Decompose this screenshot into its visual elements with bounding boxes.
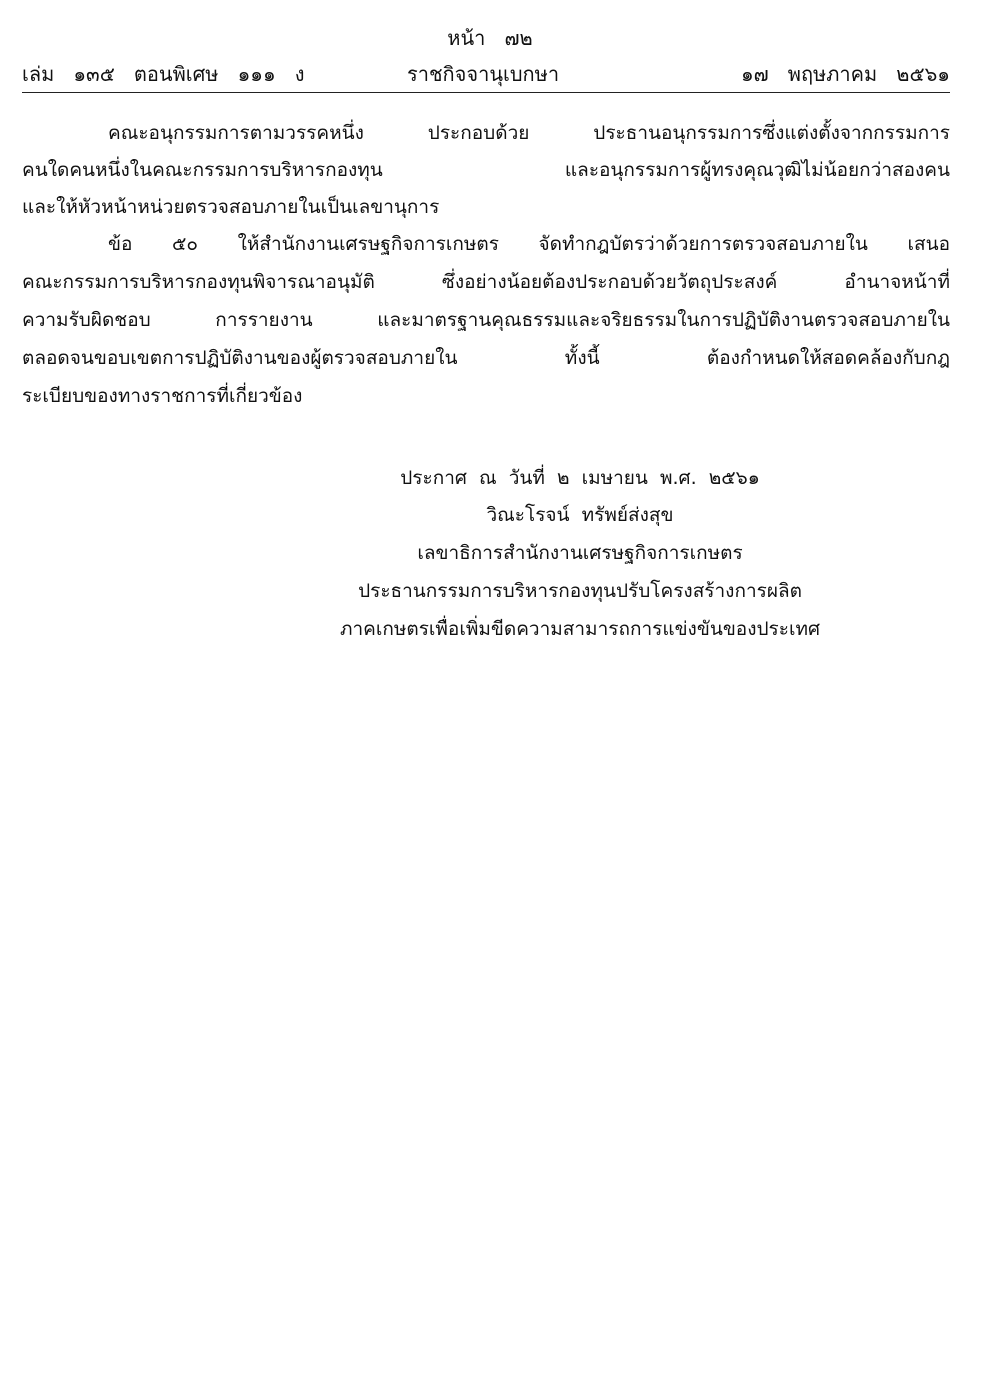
paragraph-line: คณะอนุกรรมการตามวรรคหนึ่ง ประกอบด้วย ประธานอนุกรรมการซึ่งแต่งตั้งจากกรรมการ <box>108 122 950 144</box>
announcement-date: ประกาศ ณ วันที่ ๒ เมษายน พ.ศ. ๒๕๖๑ <box>400 467 760 489</box>
gazette-name: ราชกิจจานุเบกษา <box>407 62 560 86</box>
paragraph-line: คนใดคนหนึ่งในคณะกรรมการบริหารกองทุน และอนุกรรมการผู้ทรงคุณวุฒิไม่น้อยกว่าสองคน <box>22 159 950 181</box>
signer-position: ภาคเกษตรเพื่อเพิ่มขีดความสามารถการแข่งขันของประเทศ <box>339 618 821 640</box>
gazette-header <box>22 58 950 88</box>
paragraph-line: ข้อ ๕๐ ให้สำนักงานเศรษฐกิจการเกษตร จัดทำกฎบัตรว่าด้วยการตรวจสอบภายใน เสนอ <box>108 233 950 255</box>
signer-position: ประธานกรรมการบริหารกองทุนปรับโครงสร้างการผลิต <box>358 580 802 602</box>
paragraph-line: ความรับผิดชอบ การรายงาน และมาตรฐานคุณธรรมและจริยธรรมในการปฏิบัติงานตรวจสอบภายใน <box>22 309 950 331</box>
paragraph-line: ระเบียบของทางราชการที่เกี่ยวข้อง <box>22 385 303 407</box>
signer-name: วิณะโรจน์ ทรัพย์ส่งสุข <box>486 504 674 526</box>
paragraph-line: และให้หัวหน้าหน่วยตรวจสอบภายในเป็นเลขานุการ <box>22 196 440 218</box>
volume-issue: เล่ม ๑๓๕ ตอนพิเศษ ๑๑๑ ง <box>22 62 305 86</box>
header-divider <box>22 92 950 93</box>
page-number: หน้า ๗๒ <box>447 26 533 50</box>
signer-position: เลขาธิการสำนักงานเศรษฐกิจการเกษตร <box>417 542 743 564</box>
paragraph-line: ตลอดจนขอบเขตการปฏิบัติงานของผู้ตรวจสอบภายใน ทั้งนี้ ต้องกำหนดให้สอดคล้องกับกฎ <box>22 347 950 369</box>
paragraph-line: คณะกรรมการบริหารกองทุนพิจารณาอนุมัติ ซึ่งอย่างน้อยต้องประกอบด้วยวัตถุประสงค์ อำนาจหน้าที่ <box>22 271 950 293</box>
publication-date: ๑๗ พฤษภาคม ๒๕๖๑ <box>740 62 950 86</box>
